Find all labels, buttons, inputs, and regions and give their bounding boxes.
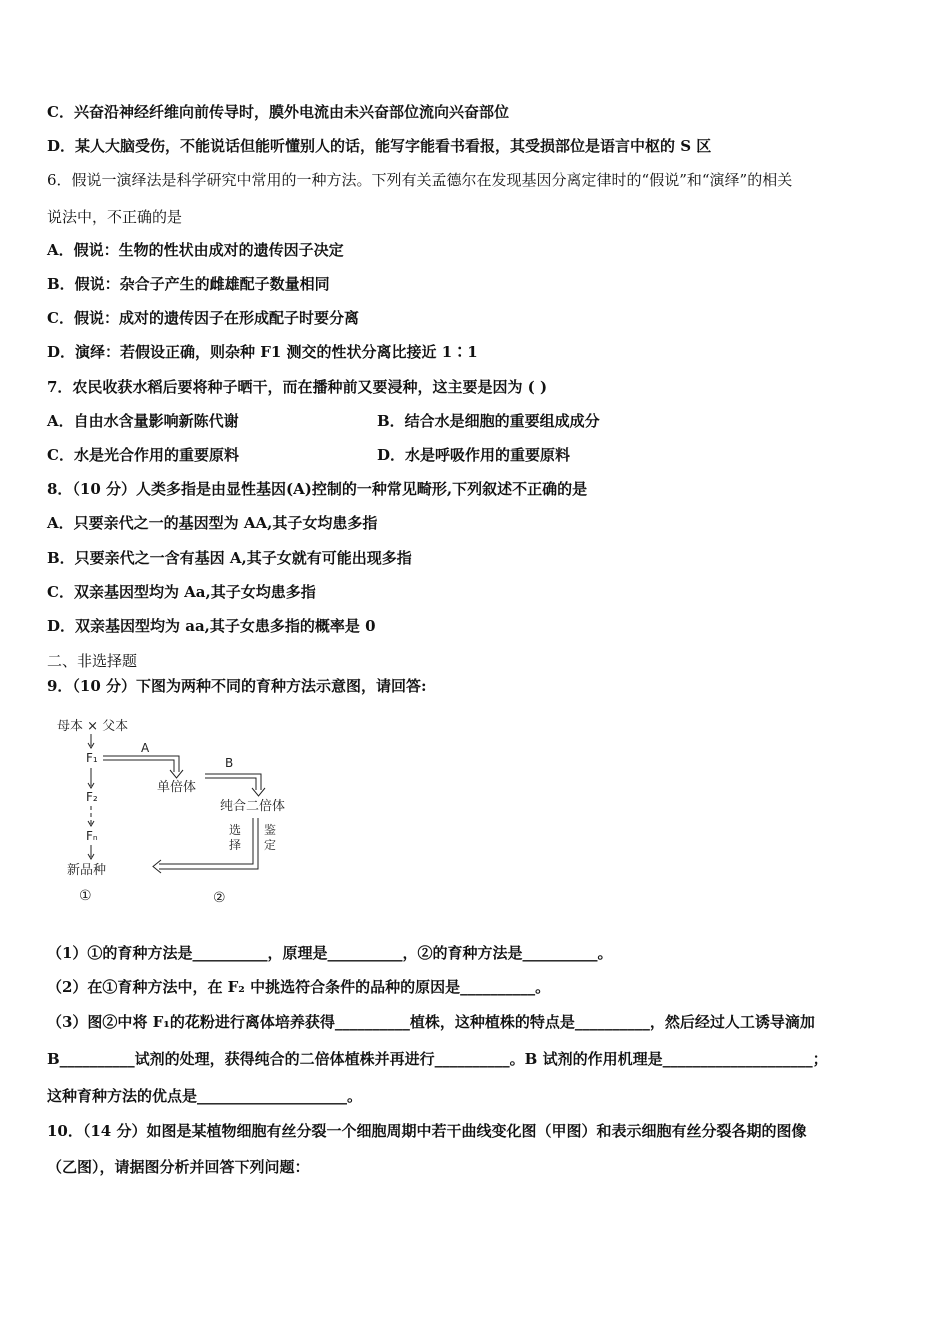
q5-option-d: D．某人大脑受伤，不能说话但能听懂别人的话，能写字能看书看报，其受损部位是语言中枢的 S 区 bbox=[47, 137, 712, 155]
q7-options-row2 bbox=[47, 445, 571, 465]
q9-sub3-line1: （3）图②中将 F₁的花粉进行离体培养获得__________植株，这种植株的特点是__________，然后经过人工诱导滴加 bbox=[47, 1013, 815, 1031]
q6-option-a: A．假说：生物的性状由成对的遗传因子决定 bbox=[47, 241, 344, 259]
q10-stem-line1: 10．（14 分）如图是某植物细胞有丝分裂一个细胞周期中若干曲线变化图（甲图）和表示细胞有丝分裂各期的图像 bbox=[47, 1122, 807, 1140]
q7-option-b: B．结合水是细胞的重要组成成分 bbox=[377, 412, 600, 430]
diagram-identify-char1: 鉴 bbox=[264, 823, 277, 837]
q7-stem: 7．农民收获水稻后要将种子晒干，而在播种前又要浸种，这主要是因为 ( ) bbox=[47, 378, 548, 396]
double-arrow-a-inner bbox=[103, 760, 174, 772]
diagram-new-variety-label: 新品种 bbox=[67, 863, 107, 878]
q8-option-d: D．双亲基因型均为 aa,其子女患多指的概率是 0 bbox=[47, 617, 376, 635]
diagram-f1-label: F₁ bbox=[86, 751, 98, 765]
q9-stem: 9．（10 分）下图为两种不同的育种方法示意图，请回答: bbox=[47, 677, 427, 695]
q6-option-c: C．假说：成对的遗传因子在形成配子时要分离 bbox=[47, 309, 359, 327]
diagram-identify-char2: 定 bbox=[264, 838, 277, 852]
q8-option-a: A．只要亲代之一的基因型为 AA,其子女均患多指 bbox=[47, 514, 378, 532]
q9-sub1: （1）①的育种方法是__________，原理是__________，②的育种方法是__________。 bbox=[47, 944, 613, 962]
double-arrow-a-outer bbox=[103, 756, 179, 772]
diagram-haploid-label: 单倍体 bbox=[157, 780, 197, 795]
q9-sub3-line2: B__________试剂的处理，获得纯合的二倍体植株并再进行__________。B 试剂的作用机理是____________________； bbox=[47, 1050, 828, 1068]
q7-options-row1 bbox=[47, 411, 600, 431]
q10-stem-line2: （乙图），请据图分析并回答下列问题： bbox=[47, 1158, 310, 1176]
breeding-diagram bbox=[55, 714, 315, 914]
q9-sub3-line3: 这种育种方法的优点是____________________。 bbox=[47, 1087, 363, 1105]
section-heading: 二、非选择题 bbox=[47, 652, 138, 670]
q7-option-c: C．水是光合作用的重要原料 bbox=[47, 446, 239, 464]
diagram-select-char1: 选 bbox=[229, 823, 242, 837]
diagram-arrow-a-label: A bbox=[141, 741, 150, 755]
diagram-parents-label: 母本 × 父本 bbox=[57, 719, 129, 734]
diagram-circle-1: ① bbox=[79, 888, 92, 904]
q8-option-c: C．双亲基因型均为 Aa,其子女均患多指 bbox=[47, 583, 316, 601]
double-arrow-b-inner bbox=[205, 778, 256, 790]
q8-stem: 8．（10 分）人类多指是由显性基因(A)控制的一种常见畸形,下列叙述不正确的是 bbox=[47, 480, 588, 498]
diagram-f2-label: F₂ bbox=[86, 790, 98, 804]
diagram-fn-label: Fₙ bbox=[86, 829, 98, 843]
q9-sub2: （2）在①育种方法中，在 F₂ 中挑选符合条件的品种的原因是__________。 bbox=[47, 978, 551, 996]
diagram-diploid-label: 纯合二倍体 bbox=[220, 799, 286, 814]
q8-option-b: B．只要亲代之一含有基因 A,其子女就有可能出现多指 bbox=[47, 549, 412, 567]
arrowhead-b bbox=[252, 788, 265, 796]
q5-option-c: C．兴奋沿神经纤维向前传导时，膜外电流由未兴奋部位流向兴奋部位 bbox=[47, 103, 509, 121]
diagram-select-char2: 择 bbox=[229, 838, 242, 852]
diagram-arrow-b-label: B bbox=[225, 756, 234, 770]
q7-option-a: A．自由水含量影响新陈代谢 bbox=[47, 412, 239, 430]
double-arrow-b-outer bbox=[205, 774, 261, 790]
q6-option-b: B．假说：杂合子产生的雌雄配子数量相同 bbox=[47, 275, 330, 293]
q7-option-d: D．水是呼吸作用的重要原料 bbox=[377, 446, 571, 464]
return-arrow-inner bbox=[159, 818, 258, 869]
q6-stem-line2: 说法中，不正确的是 bbox=[47, 208, 183, 226]
diagram-circle-2: ② bbox=[213, 890, 226, 906]
q6-stem-line1: 6．假说一演绎法是科学研究中常用的一种方法。下列有关孟德尔在发现基因分离定律时的“假说”和“演绎”的相关 bbox=[47, 171, 793, 189]
return-arrowhead bbox=[153, 860, 161, 873]
q6-option-d: D．演绎：若假设正确，则杂种 F1 测交的性状分离比接近 1∶1 bbox=[47, 343, 478, 361]
arrowhead-a bbox=[170, 770, 183, 778]
